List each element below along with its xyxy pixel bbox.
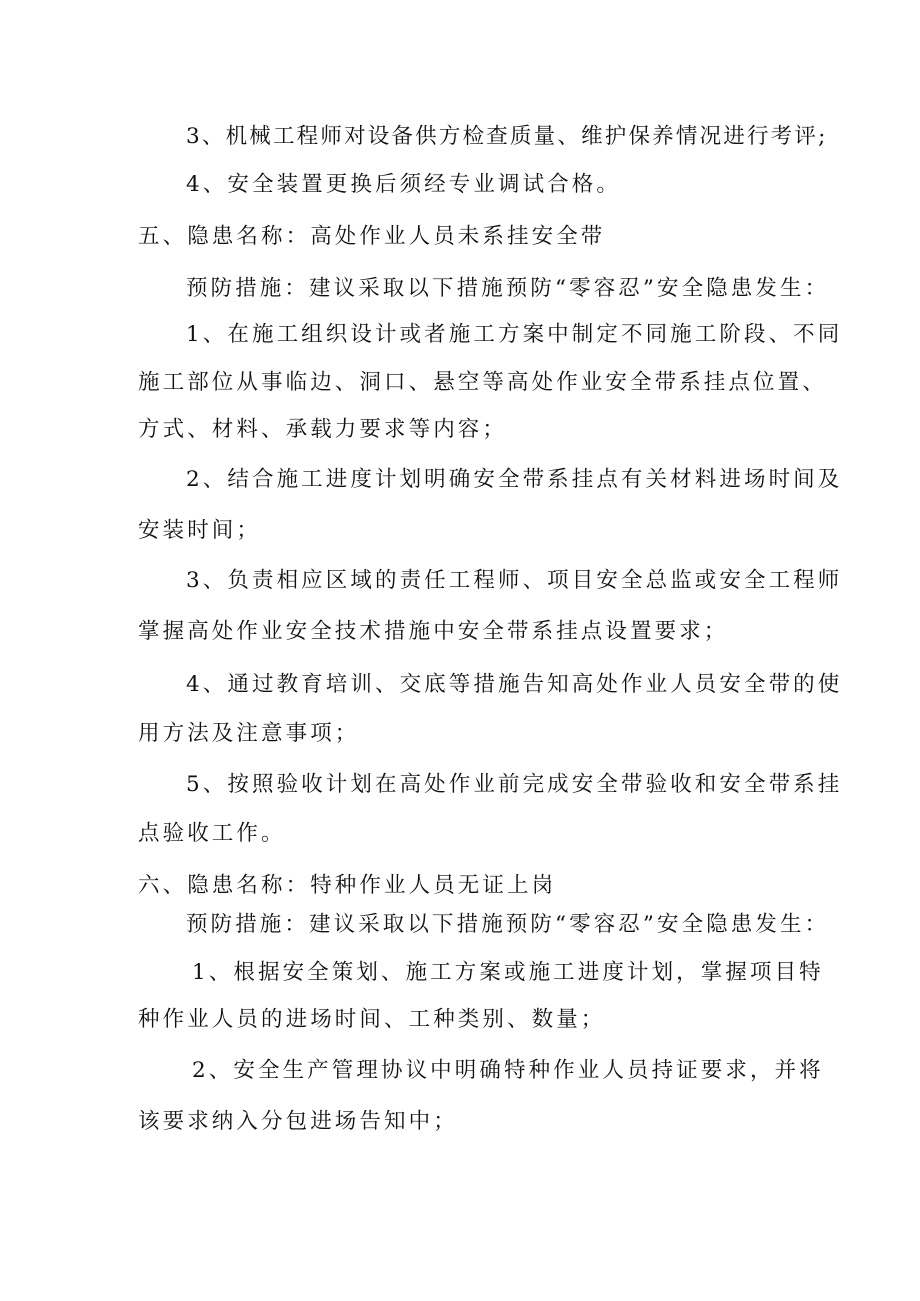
paragraph-line: 预防措施：建议采取以下措施预防“零容忍”安全隐患发生： xyxy=(186,276,830,301)
paragraph-line: 2、结合施工进度计划明确安全带系挂点有关材料进场时间及 xyxy=(186,467,843,492)
paragraph-line: 点验收工作。 xyxy=(138,821,286,846)
paragraph-line: 种作业人员的进场时间、工种类别、数量； xyxy=(138,1007,606,1032)
paragraph-line: 用方法及注意事项； xyxy=(138,721,360,746)
paragraph-line: 4、安全装置更换后须经专业调试合格。 xyxy=(186,172,621,197)
paragraph-line: 安装时间； xyxy=(138,518,262,543)
paragraph-line: 3、负责相应区域的责任工程师、项目安全总监或安全工程师 xyxy=(186,568,843,593)
paragraph-line: 1、在施工组织设计或者施工方案中制定不同施工阶段、不同 xyxy=(186,322,843,347)
section-heading: 六、隐患名称：特种作业人员无证上岗 xyxy=(138,873,557,898)
paragraph-line: 1、根据安全策划、施工方案或施工进度计划，掌握项目特 xyxy=(192,960,824,985)
paragraph-line: 2、安全生产管理协议中明确特种作业人员持证要求，并将 xyxy=(192,1058,824,1083)
paragraph-line: 施工部位从事临边、洞口、悬空等高处作业安全带系挂点位置、 xyxy=(138,370,827,395)
paragraph-line: 方式、材料、承载力要求等内容； xyxy=(138,417,508,442)
paragraph-line: 5、按照验收计划在高处作业前完成安全带验收和安全带系挂 xyxy=(186,772,843,797)
section-heading: 五、隐患名称：高处作业人员未系挂安全带 xyxy=(138,224,606,249)
paragraph-line: 3、机械工程师对设备供方检查质量、维护保养情况进行考评; xyxy=(186,124,828,149)
paragraph-line: 掌握高处作业安全技术措施中安全带系挂点设置要求； xyxy=(138,619,729,644)
paragraph-line: 该要求纳入分包进场告知中； xyxy=(138,1109,458,1134)
paragraph-line: 4、通过教育培训、交底等措施告知高处作业人员安全带的使 xyxy=(186,672,843,697)
paragraph-line: 预防措施：建议采取以下措施预防“零容忍”安全隐患发生： xyxy=(186,912,830,937)
